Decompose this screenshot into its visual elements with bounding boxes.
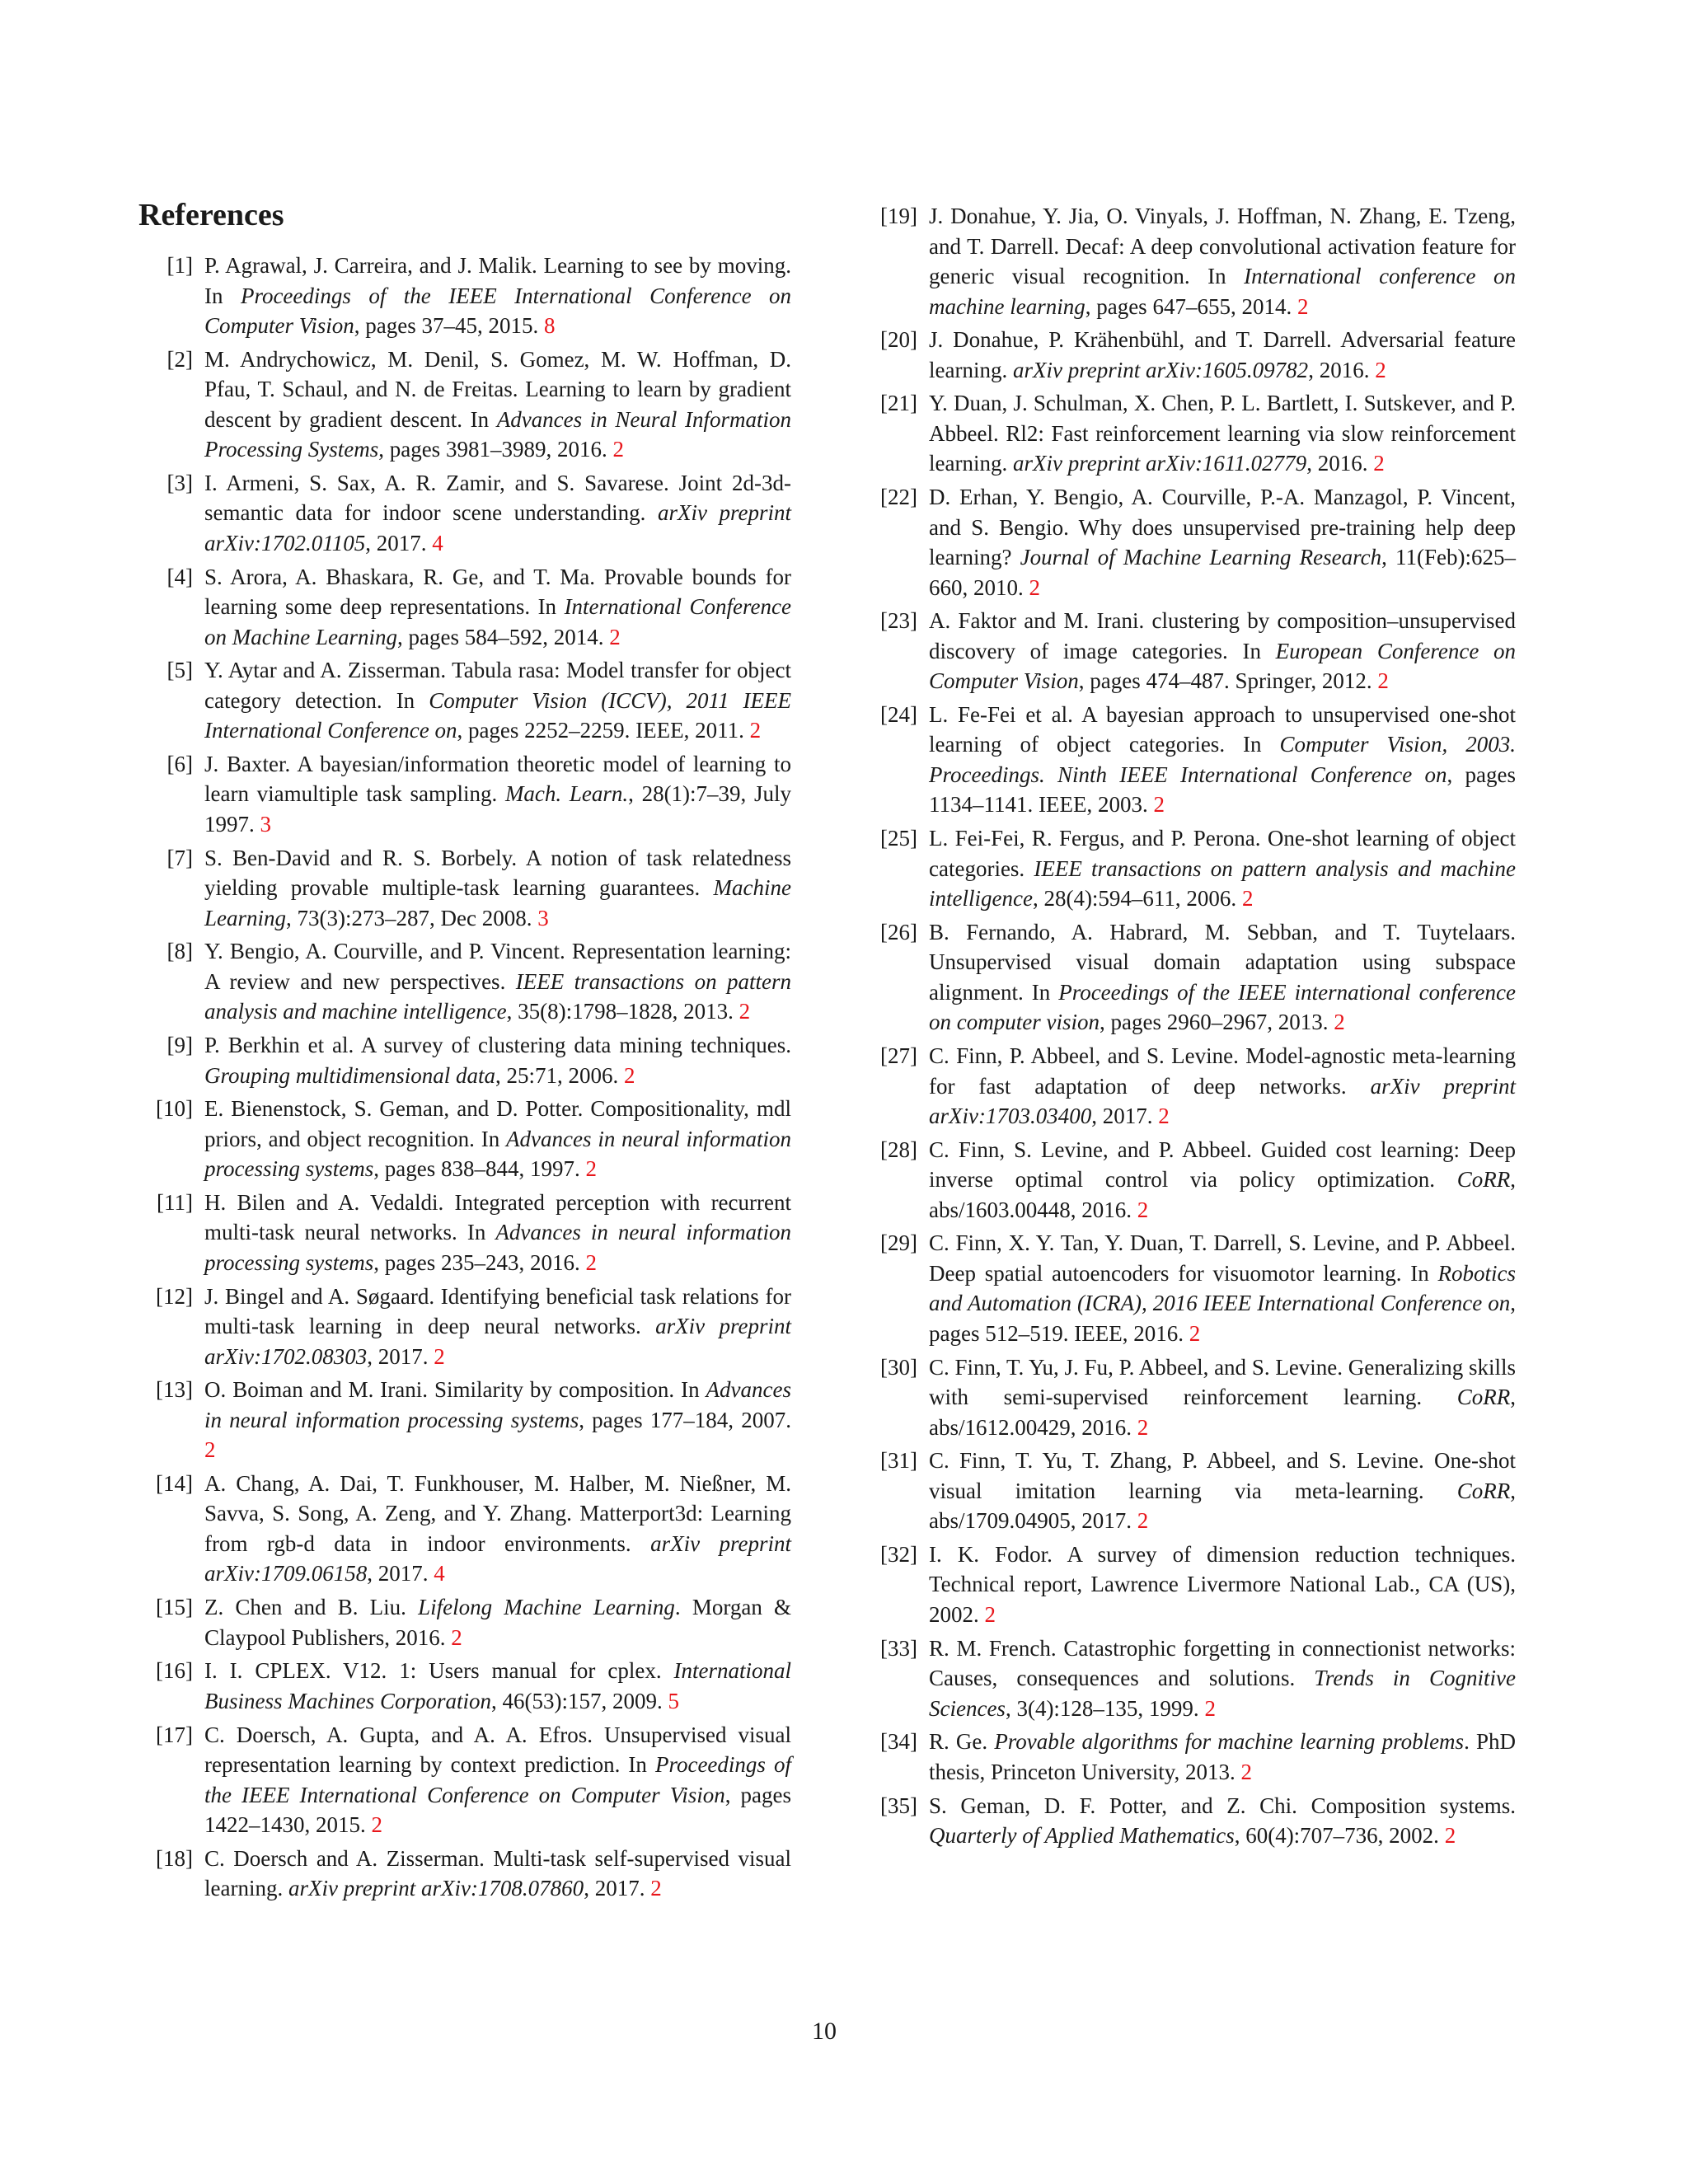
backref-page-link[interactable]: 2 xyxy=(1241,886,1254,912)
reference-details: , abs/1612.00429, 2016. xyxy=(929,1385,1516,1440)
reference-venue: arXiv preprint arXiv:1709.06158 xyxy=(204,1530,791,1586)
backref-page-link[interactable]: 2 xyxy=(609,624,621,649)
reference-venue: arXiv preprint arXiv:1703.03400 xyxy=(929,1073,1516,1128)
reference-text xyxy=(204,1375,791,1465)
reference-number: [28] xyxy=(880,1137,917,1162)
reference-details: , abs/1709.04905, 2017. xyxy=(929,1478,1516,1534)
reference-authors-title: C. Doersch and A. Zisserman. Multi-task self-supervised visual learning. xyxy=(204,1845,791,1901)
backref-page-link[interactable]: 2 xyxy=(984,1601,996,1627)
reference-entry xyxy=(863,917,1516,1038)
reference-text xyxy=(204,1844,791,1904)
reference-text xyxy=(929,917,1516,1038)
reference-text xyxy=(204,1282,791,1372)
reference-venue: Proceedings of the IEEE international conference on computer vision xyxy=(929,979,1516,1035)
reference-venue: arXiv preprint arXiv:1611.02779 xyxy=(1012,451,1307,476)
reference-number: [23] xyxy=(880,608,917,634)
reference-authors-title: R. M. French. Catastrophic forgetting in connectionist networks: Causes, consequences and solutions. xyxy=(929,1635,1516,1691)
reference-authors-title: O. Boiman and M. Irani. Similarity by composition. In xyxy=(204,1377,706,1403)
reference-details: , 73(3):273–287, Dec 2008. xyxy=(286,905,538,930)
reference-details: , 2017. xyxy=(367,1561,434,1586)
reference-authors-title: C. Finn, X. Y. Tan, Y. Duan, T. Darrell, S. Levine, and P. Abbeel. Deep spatial autoencoders for visuomotor learning. In xyxy=(929,1230,1516,1286)
reference-text xyxy=(929,1135,1516,1226)
reference-venue: International Business Machines Corporation xyxy=(204,1658,791,1713)
reference-venue: Quarterly of Applied Mathematics xyxy=(929,1823,1235,1848)
reference-number: [5] xyxy=(166,658,193,683)
reference-venue: Proceedings of the IEEE International Conference on Computer Vision xyxy=(204,283,791,338)
reference-venue: Provable algorithms for machine learning problems xyxy=(994,1729,1465,1755)
reference-entry xyxy=(863,1352,1516,1443)
reference-entry xyxy=(863,606,1516,696)
reference-text xyxy=(929,1633,1516,1724)
reference-entry xyxy=(138,468,791,559)
reference-authors-title: Y. Duan, J. Schulman, X. Chen, P. L. Bartlett, I. Sutskever, and P. Abbeel. Rl2: Fast reinforcement learning via slow reinforcement learning. xyxy=(929,391,1516,476)
reference-number: [4] xyxy=(166,564,193,589)
reference-venue: IEEE transactions on pattern analysis and machine intelligence xyxy=(929,855,1516,912)
reference-text xyxy=(929,1352,1516,1443)
reference-entry xyxy=(138,1094,791,1184)
reference-number: [25] xyxy=(880,826,917,851)
reference-details: , pages 2252–2259. IEEE, 2011. xyxy=(457,718,750,743)
reference-number: [35] xyxy=(880,1793,917,1818)
backref-page-link[interactable]: 2 xyxy=(1137,1197,1149,1222)
reference-entry xyxy=(863,1791,1516,1851)
reference-authors-title: S. Ben-David and R. S. Borbely. A notion of task relatedness yielding provable multiple-task learning guarantees. xyxy=(204,845,791,901)
backref-page-link[interactable]: 2 xyxy=(612,437,624,462)
backref-page-link[interactable]: 2 xyxy=(434,1343,445,1369)
reference-authors-title: S. Geman, D. F. Potter, and Z. Chi. Composition systems. xyxy=(929,1793,1516,1818)
reference-authors-title: H. Bilen and A. Vedaldi. Integrated perception with recurrent multi-task neural networks. In xyxy=(204,1189,791,1245)
reference-entry xyxy=(863,201,1516,321)
reference-authors-title: A. Faktor and M. Irani. clustering by composition–unsupervised discovery of image categories. In xyxy=(929,608,1516,663)
reference-text xyxy=(204,936,791,1027)
reference-entry xyxy=(138,1720,791,1840)
reference-entry xyxy=(138,655,791,746)
reference-entry xyxy=(138,251,791,341)
reference-authors-title: M. Andrychowicz, M. Denil, S. Gomez, M. W. Hoffman, D. Pfau, T. Schaul, and N. de Freitas. Learning to learn by gradient descent by gradient descent. In xyxy=(204,346,791,432)
reference-authors-title: A. Chang, A. Dai, T. Funkhouser, M. Halber, M. Nießner, M. Savva, S. Song, A. Zeng, and Y. Zhang. Matterport3d: Learning from rgb-d data in indoor environments. xyxy=(204,1470,791,1556)
reference-entry xyxy=(138,344,791,465)
backref-page-link[interactable]: 2 xyxy=(1373,451,1385,476)
reference-entry xyxy=(863,823,1516,914)
reference-venue: Journal of Machine Learning Research xyxy=(1020,545,1382,570)
reference-venue: Machine Learning xyxy=(204,875,791,930)
reference-entry xyxy=(863,482,1516,602)
reference-entry xyxy=(138,843,791,934)
reference-details: , pages 838–844, 1997. xyxy=(373,1156,586,1182)
reference-venue: Robotics and Automation (ICRA), 2016 IEEE International Conference on xyxy=(929,1260,1516,1316)
reference-venue: arXiv preprint arXiv:1702.08303 xyxy=(204,1314,791,1369)
backref-page-link[interactable]: 2 xyxy=(585,1156,597,1182)
reference-details: , 28(4):594–611, 2006. xyxy=(1032,886,1242,912)
reference-details: , 25:71, 2006. xyxy=(495,1062,625,1088)
reference-venue: arXiv preprint arXiv:1708.07860 xyxy=(288,1876,584,1901)
reference-details: , 2016. xyxy=(1306,451,1374,476)
reference-venue: Trends in Cognitive Sciences xyxy=(929,1666,1516,1721)
reference-number: [6] xyxy=(166,751,193,776)
reference-details: , 35(8):1798–1828, 2013. xyxy=(506,999,739,1024)
reference-authors-title: L. Fei-Fei, R. Fergus, and P. Perona. One-shot learning of object categories. xyxy=(929,826,1516,881)
reference-details: , pages 2960–2967, 2013. xyxy=(1099,1010,1334,1035)
reference-entry xyxy=(138,1844,791,1904)
reference-authors-title: P. Berkhin et al. A survey of clustering data mining techniques. xyxy=(204,1033,791,1057)
reference-details: , 3(4):128–135, 1999. xyxy=(1005,1695,1205,1721)
reference-venue: CoRR xyxy=(1456,1385,1511,1410)
reference-venue: Advances in neural information processing systems xyxy=(204,1220,791,1275)
reference-text xyxy=(929,1041,1516,1132)
reference-text xyxy=(929,1540,1516,1630)
reference-authors-title: Y. Bengio, A. Courville, and P. Vincent. Representation learning: A review and new perspectives. xyxy=(204,939,791,994)
reference-number: [24] xyxy=(880,701,917,727)
reference-number: [22] xyxy=(880,485,917,510)
reference-venue: European Conference on Computer Vision xyxy=(929,638,1517,694)
backref-page-link[interactable]: 2 xyxy=(1204,1695,1216,1721)
reference-authors-title: B. Fernando, A. Habrard, M. Sebban, and T. Tuytelaars. Unsupervised visual domain adaptation using subspace alignment. In xyxy=(929,919,1516,1005)
reference-details: , pages 37–45, 2015. xyxy=(354,313,544,338)
references-right-column xyxy=(863,201,1516,1854)
backref-page-link[interactable]: 2 xyxy=(1444,1823,1456,1848)
backref-page-link[interactable]: 2 xyxy=(1296,293,1309,319)
page-number: 10 xyxy=(812,2018,837,2045)
reference-details: , pages 1134–1141. IEEE, 2003. xyxy=(929,762,1516,818)
backref-page-link[interactable]: 2 xyxy=(1029,574,1040,600)
reference-number: [29] xyxy=(880,1230,917,1256)
backref-page-link[interactable]: 2 xyxy=(650,1876,662,1901)
reference-entry xyxy=(138,562,791,653)
backref-page-link[interactable]: 2 xyxy=(1137,1508,1149,1534)
reference-details: , 46(53):157, 2009. xyxy=(491,1688,668,1713)
reference-details: . PhD thesis, Princeton University, 2013. xyxy=(929,1729,1517,1784)
reference-details: , 2017. xyxy=(1091,1104,1159,1128)
reference-authors-title: Y. Aytar and A. Zisserman. Tabula rasa: Model transfer for object category detection. In xyxy=(204,658,791,713)
backref-page-link[interactable]: 2 xyxy=(738,999,751,1024)
reference-venue: Mach. Learn. xyxy=(504,781,629,807)
reference-details: , 60(4):707–736, 2002. xyxy=(1234,1823,1445,1848)
reference-text xyxy=(204,1094,791,1184)
reference-venue: International conference on machine learning xyxy=(929,264,1516,319)
references-left-column xyxy=(138,251,791,1907)
reference-entry xyxy=(138,1469,791,1589)
reference-text xyxy=(204,344,791,465)
reference-entry xyxy=(863,388,1516,479)
backref-page-link[interactable]: 2 xyxy=(749,718,762,743)
reference-authors-title: Z. Chen and B. Liu. xyxy=(204,1595,419,1620)
reference-number: [26] xyxy=(880,919,917,944)
reference-text xyxy=(929,325,1516,385)
reference-entry xyxy=(863,700,1516,820)
reference-details: , pages 1422–1430, 2015. xyxy=(204,1782,791,1837)
reference-number: [15] xyxy=(156,1595,193,1620)
reference-number: [16] xyxy=(156,1658,193,1684)
reference-number: [8] xyxy=(166,939,193,964)
backref-page-link[interactable]: 8 xyxy=(543,313,556,338)
reference-authors-title: J. Donahue, P. Krähenbühl, and T. Darrell. Adversarial feature learning. xyxy=(929,327,1516,382)
reference-text xyxy=(204,843,791,934)
reference-authors-title: E. Bienenstock, S. Geman, and D. Potter. Compositionality, mdl priors, and object recognition. In xyxy=(204,1096,791,1151)
reference-text xyxy=(204,655,791,746)
backref-page-link[interactable]: 2 xyxy=(1377,668,1389,694)
reference-text xyxy=(929,1727,1516,1787)
reference-text xyxy=(204,468,791,559)
reference-entry xyxy=(138,1656,791,1716)
reference-details: , pages 235–243, 2016. xyxy=(373,1249,586,1275)
reference-details: , pages 584–592, 2014. xyxy=(396,624,610,649)
backref-page-link[interactable]: 3 xyxy=(260,811,271,837)
reference-entry xyxy=(138,1282,791,1372)
reference-venue: Advances in neural information processing systems xyxy=(204,1126,791,1182)
reference-number: [11] xyxy=(157,1189,193,1215)
reference-entry xyxy=(138,749,791,840)
reference-text xyxy=(204,1188,791,1278)
reference-details: . Morgan & Claypool Publishers, 2016. xyxy=(204,1595,791,1650)
reference-entry xyxy=(138,1188,791,1278)
reference-number: [19] xyxy=(880,204,917,228)
backref-page-link[interactable]: 4 xyxy=(434,1561,445,1586)
reference-number: [31] xyxy=(880,1448,917,1474)
reference-text xyxy=(929,201,1516,321)
backref-page-link[interactable]: 2 xyxy=(1137,1414,1149,1440)
reference-number: [13] xyxy=(156,1377,193,1403)
reference-entry xyxy=(863,1135,1516,1226)
reference-authors-title: C. Finn, T. Yu, T. Zhang, P. Abbeel, and S. Levine. One-shot visual imitation learning via meta-learning. xyxy=(929,1448,1516,1503)
reference-venue: Grouping multidimensional data xyxy=(204,1062,496,1088)
reference-details: , 2017. xyxy=(584,1876,651,1901)
reference-text xyxy=(929,388,1516,479)
reference-authors-title: S. Arora, A. Bhaskara, R. Ge, and T. Ma. Provable bounds for learning some deep representations. In xyxy=(204,564,791,620)
reference-venue: Computer Vision, 2003. Proceedings. Ninth IEEE International Conference on xyxy=(929,732,1516,787)
reference-details: , pages 647–655, 2014. xyxy=(1085,293,1297,319)
reference-entry xyxy=(863,1540,1516,1630)
reference-number: [2] xyxy=(166,346,193,372)
reference-venue: Computer Vision (ICCV), 2011 IEEE International Conference on xyxy=(204,687,791,743)
reference-details: , 2017. xyxy=(367,1343,434,1369)
backref-page-link[interactable]: 2 xyxy=(585,1249,597,1275)
backref-page-link[interactable]: 2 xyxy=(204,1437,216,1463)
reference-text xyxy=(204,1592,791,1652)
reference-venue: CoRR xyxy=(1456,1478,1511,1503)
reference-venue: Advances in Neural Information Processing Systems xyxy=(204,406,791,462)
backref-page-link[interactable]: 2 xyxy=(1189,1320,1201,1346)
reference-text xyxy=(204,1720,791,1840)
reference-text xyxy=(204,1030,791,1090)
reference-authors-title: C. Doersch, A. Gupta, and A. A. Efros. Unsupervised visual representation learning by context prediction. In xyxy=(204,1722,791,1777)
backref-page-link[interactable]: 2 xyxy=(1334,1010,1345,1035)
reference-authors-title: L. Fe-Fei et al. A bayesian approach to unsupervised one-shot learning of object categories. In xyxy=(929,701,1516,757)
backref-page-link[interactable]: 2 xyxy=(624,1062,635,1088)
reference-entry xyxy=(863,1446,1516,1536)
reference-entry xyxy=(863,325,1516,385)
reference-number: [27] xyxy=(880,1043,917,1068)
reference-venue: arXiv preprint arXiv:1605.09782 xyxy=(1012,357,1309,382)
backref-page-link[interactable]: 2 xyxy=(1158,1104,1170,1128)
reference-authors-title: P. Agrawal, J. Carreira, and J. Malik. Learning to see by moving. In xyxy=(204,253,791,308)
reference-text xyxy=(929,823,1516,914)
reference-details: , pages 474–487. Springer, 2012. xyxy=(1078,668,1378,694)
reference-number: [10] xyxy=(156,1096,193,1122)
reference-authors-title: C. Finn, P. Abbeel, and S. Levine. Model-agnostic meta-learning for fast adaptation of deep networks. xyxy=(929,1043,1516,1099)
reference-text xyxy=(204,562,791,653)
backref-page-link[interactable]: 3 xyxy=(537,905,549,930)
reference-number: [34] xyxy=(880,1729,917,1755)
reference-number: [1] xyxy=(166,253,193,278)
reference-entry xyxy=(138,936,791,1027)
reference-number: [20] xyxy=(880,327,917,353)
reference-number: [18] xyxy=(156,1845,193,1871)
reference-number: [21] xyxy=(880,391,917,416)
reference-text xyxy=(929,1446,1516,1536)
reference-number: [30] xyxy=(880,1354,917,1380)
reference-text xyxy=(929,700,1516,820)
reference-details: , pages 512–519. IEEE, 2016. xyxy=(929,1291,1516,1346)
reference-authors-title: I. I. CPLEX. V12. 1: Users manual for cplex. xyxy=(204,1658,674,1684)
reference-authors-title: J. Baxter. A bayesian/information theoretic model of learning to learn viamultiple task sampling. xyxy=(204,751,791,807)
reference-authors-title: I. K. Fodor. A survey of dimension reduction techniques. Technical report, Lawrence Livermore National Lab., CA (US), 2002. xyxy=(929,1541,1516,1627)
reference-number: [12] xyxy=(156,1283,193,1309)
reference-number: [33] xyxy=(880,1635,917,1661)
reference-number: [17] xyxy=(156,1722,193,1747)
backref-page-link[interactable]: 2 xyxy=(1375,357,1386,382)
reference-number: [7] xyxy=(166,845,193,870)
reference-authors-title: J. Donahue, Y. Jia, O. Vinyals, J. Hoffman, N. Zhang, E. Tzeng, and T. Darrell. Decaf: A deep convolutional activation feature for generic visual recognition. In xyxy=(929,204,1516,288)
reference-authors-title: R. Ge. xyxy=(929,1729,995,1755)
backref-page-link[interactable]: 5 xyxy=(668,1688,679,1713)
reference-details: , 11(Feb):625–660, 2010. xyxy=(929,545,1517,600)
reference-venue: Lifelong Machine Learning xyxy=(418,1595,675,1620)
reference-authors-title: C. Finn, S. Levine, and P. Abbeel. Guided cost learning: Deep inverse optimal control via policy optimization. xyxy=(929,1137,1516,1193)
reference-details: , 2017. xyxy=(365,530,433,555)
reference-authors-title: D. Erhan, Y. Bengio, A. Courville, P.-A. Manzagol, P. Vincent, and S. Bengio. Why does unsupervised pre-training help deep learning? xyxy=(929,485,1516,570)
reference-entry xyxy=(863,1228,1516,1348)
reference-text xyxy=(929,606,1516,696)
backref-page-link[interactable]: 4 xyxy=(432,530,443,555)
reference-entry xyxy=(138,1592,791,1652)
reference-text xyxy=(204,251,791,341)
reference-text xyxy=(204,749,791,840)
reference-details: , pages 3981–3989, 2016. xyxy=(378,437,613,462)
reference-venue: Proceedings of the IEEE International Conference on Computer Vision xyxy=(204,1752,791,1807)
reference-venue: CoRR xyxy=(1456,1167,1511,1193)
reference-entry xyxy=(138,1375,791,1465)
reference-entry xyxy=(863,1041,1516,1132)
references-heading: References xyxy=(138,198,284,232)
backref-page-link[interactable]: 2 xyxy=(1153,792,1165,818)
reference-text xyxy=(204,1656,791,1716)
reference-text xyxy=(929,482,1516,602)
reference-venue: arXiv preprint arXiv:1702.01105 xyxy=(204,500,791,555)
reference-number: [32] xyxy=(880,1541,917,1567)
reference-number: [9] xyxy=(166,1033,193,1057)
backref-page-link[interactable]: 2 xyxy=(1240,1759,1252,1784)
reference-entry xyxy=(138,1030,791,1090)
reference-number: [14] xyxy=(156,1470,193,1496)
reference-venue: IEEE transactions on pattern analysis and machine intelligence xyxy=(204,968,791,1024)
backref-page-link[interactable]: 2 xyxy=(451,1624,462,1650)
reference-authors-title: C. Finn, T. Yu, J. Fu, P. Abbeel, and S. Levine. Generalizing skills with semi-supervised reinforcement learning. xyxy=(929,1354,1516,1410)
reference-text xyxy=(929,1228,1516,1348)
reference-venue: Advances in neural information processing systems xyxy=(204,1377,791,1432)
reference-details: , 2016. xyxy=(1308,357,1376,382)
reference-text xyxy=(929,1791,1516,1851)
reference-entry xyxy=(863,1633,1516,1724)
reference-authors-title: I. Armeni, S. Sax, A. R. Zamir, and S. Savarese. Joint 2d-3d-semantic data for indoor scene understanding. xyxy=(204,470,791,526)
reference-entry xyxy=(863,1727,1516,1787)
backref-page-link[interactable]: 2 xyxy=(371,1812,382,1837)
reference-venue: International Conference on Machine Learning xyxy=(204,594,791,649)
reference-details: , abs/1603.00448, 2016. xyxy=(929,1167,1516,1222)
reference-details: , 28(1):7–39, July 1997. xyxy=(204,781,791,837)
reference-text xyxy=(204,1469,791,1589)
reference-details: , pages 177–184, 2007. xyxy=(579,1407,791,1432)
reference-authors-title: J. Bingel and A. Søgaard. Identifying beneficial task relations for multi-task learning in deep neural networks. xyxy=(204,1283,791,1339)
reference-number: [3] xyxy=(166,470,193,495)
